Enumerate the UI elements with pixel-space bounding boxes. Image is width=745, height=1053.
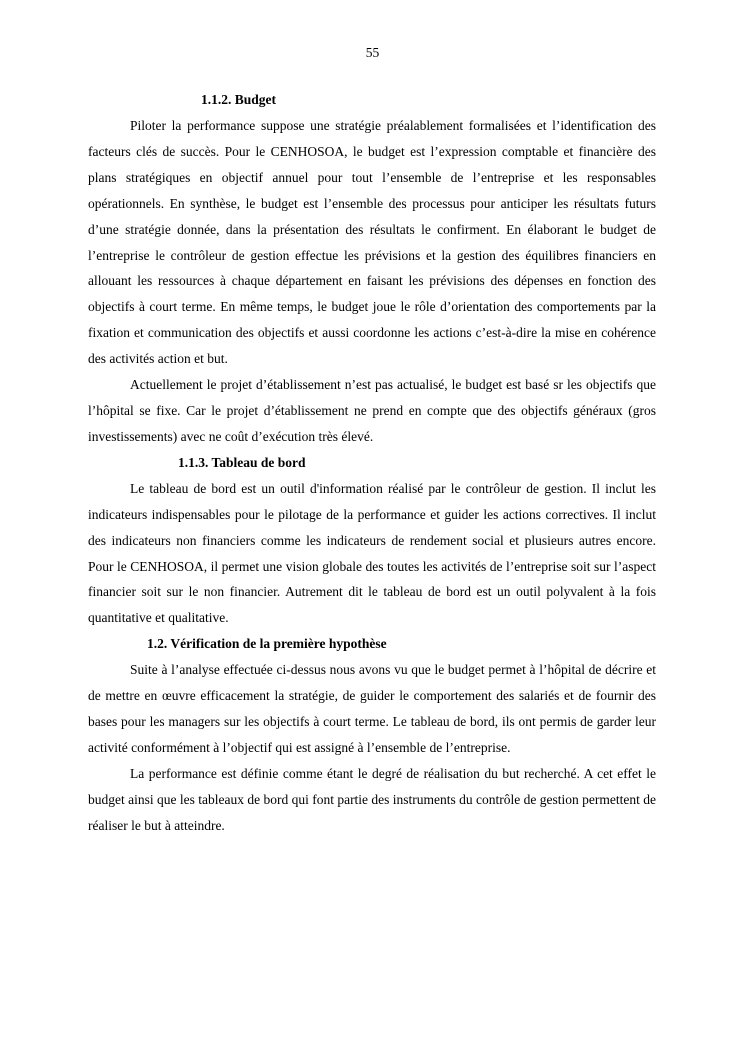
paragraph: Actuellement le projet d’établissement n’est pas actualisé, le budget est basé sr les objectifs que l’hôpital se fixe. Car le projet d’établissement ne prend en compte que des objectifs généraux (gros investissements) avec ne coût d’exécution très élevé.	[88, 377, 656, 444]
section-heading-verification: 1.2. Vérification de la première hypothèse	[147, 636, 387, 652]
section-verification	[88, 631, 656, 838]
paragraph: Piloter la performance suppose une stratégie préalablement formalisées et l’identification des facteurs clés de succès. Pour le CENHOSOA, le budget est l’expression comptable et financière des plans stratégiques en objectif annuel pour tout l’ensemble de l’entreprise et les responsables opérationnels. En synthèse, le budget est l’ensemble des processus pour anticiper les résultats futurs d’une stratégie donnée, dans la présentation des résultats le confirment. En élaborant le budget de l’entreprise le contrôleur de gestion effectue les prévisions et la gestion des équilibres financiers en allouant les ressources à chaque département en faisant les prévisions des dépenses en fonction des objectifs à court terme. En même temps, le budget joue le rôle d’orientation des comportements par la fixation et communication des objectifs et aussi coordonne les actions c’est-à-dire la mise en cohérence des activités action et but.	[88, 118, 656, 367]
paragraph: Suite à l’analyse effectuée ci-dessus nous avons vu que le budget permet à l’hôpital de décrire et de mettre en œuvre efficacement la stratégie, de guider le comportement des salariés et de fournir des bases pour les managers sur les objectifs à court terme. Le tableau de bord, ils ont permis de garder leur activité conformément à l’objectif qui est assigné à l’ensemble de l’entreprise.	[88, 662, 656, 755]
paragraph: Le tableau de bord est un outil d'information réalisé par le contrôleur de gestion. Il inclut les indicateurs indispensables pour le pilotage de la performance et guider les actions correctives. Il inclut des indicateurs non financiers comme les indicateurs de rendement social et plusieurs autres encore. Pour le CENHOSOA, il permet une vision globale des toutes les activités de l’entreprise soit sur l’aspect financier soit sur le non financier. Autrement dit le tableau de bord est un outil polyvalent à la fois quantitative et qualitative.	[88, 480, 656, 626]
section-tableau-de-bord	[88, 450, 656, 631]
section-budget	[88, 87, 656, 450]
page-number: 55	[365, 45, 380, 60]
section-heading-budget: 1.1.2. Budget	[201, 92, 277, 107]
paragraph: La performance est définie comme étant le degré de réalisation du but recherché. A cet effet le budget ainsi que les tableaux de bord qui font partie des instruments du contrôle de gestion permettent de réaliser le but à atteindre.	[88, 765, 656, 833]
section-heading-tableau-de-bord: 1.1.3. Tableau de bord	[178, 454, 306, 470]
page-body	[88, 87, 656, 839]
